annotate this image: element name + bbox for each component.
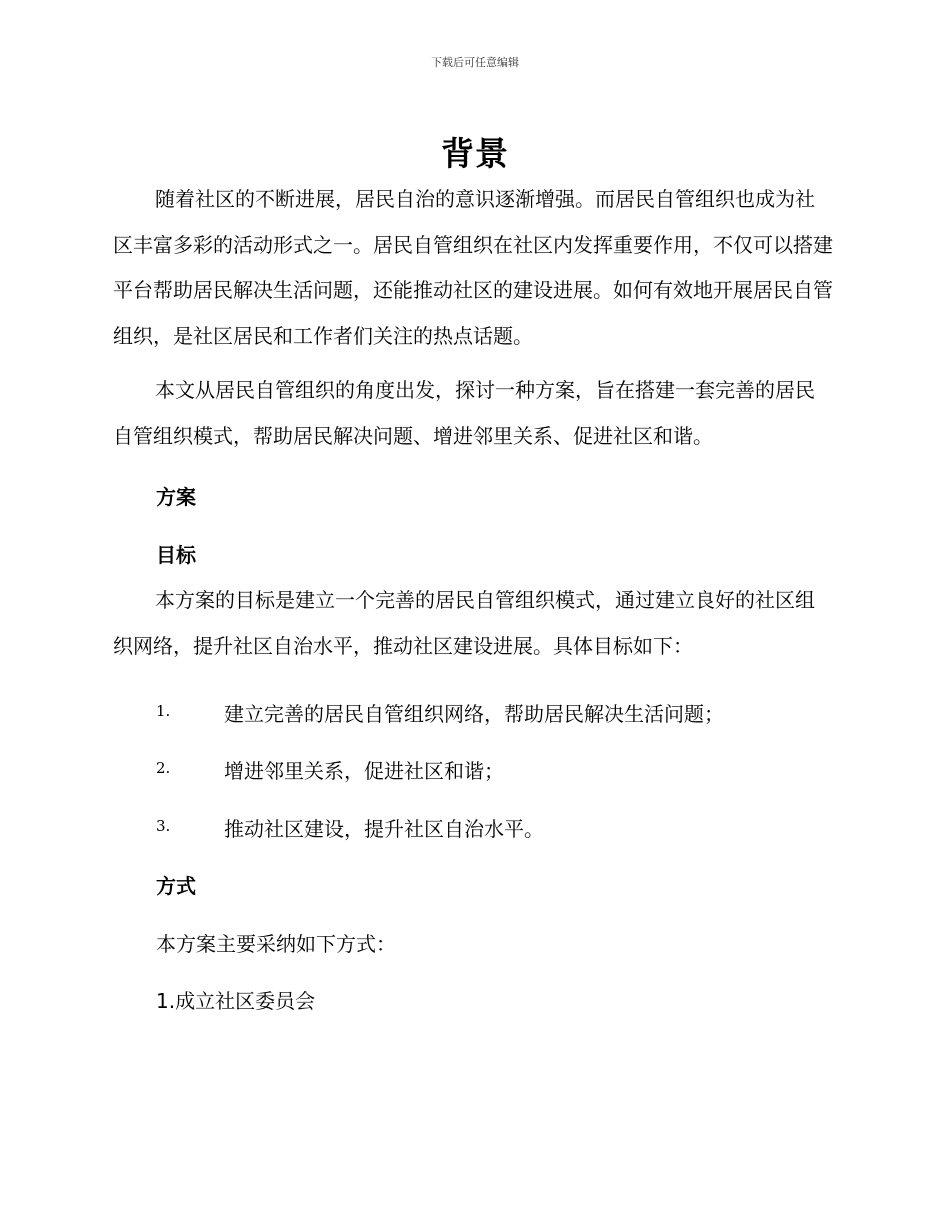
method-item-1: 1.成立社区委员会 xyxy=(156,989,316,1013)
background-paragraph-2: 本文从居民自管组织的角度出发，探讨一种方案，旨在搭建一套完善的居民自管组织模式，帮助居民解决问题、增进邻里关系、促进社区和谐。 xyxy=(113,378,815,448)
background-paragraph-1: 随着社区的不断进展，居民自治的意识逐渐增强。而居民自管组织也成为社区丰富多彩的活动形式之一。居民自管组织在社区内发挥重要作用，不仅可以搭建平台帮助居民解决生活问题，还能推动社区的建设进展。如何有效地开展居民自管组织，是社区居民和工作者们关注的热点话题。 xyxy=(113,187,833,348)
list-text: 建立完善的居民自管组织网络，帮助居民解决生活问题； xyxy=(224,702,724,726)
section-heading-plan: 方案 xyxy=(156,485,196,509)
list-number: 2. xyxy=(156,759,171,777)
list-number: 1. xyxy=(156,702,171,720)
list-text: 推动社区建设，提升社区自治水平。 xyxy=(224,817,544,841)
section-heading-method: 方式 xyxy=(156,874,196,898)
header-note: 下载后可任意编辑 xyxy=(431,56,519,69)
goal-paragraph: 本方案的目标是建立一个完善的居民自管组织模式，通过建立良好的社区组织网络，提升社区自治水平，推动社区建设进展。具体目标如下： xyxy=(113,588,815,658)
goal-list-item xyxy=(156,813,836,843)
goal-list-item xyxy=(156,698,836,728)
section-heading-goal: 目标 xyxy=(156,543,196,567)
goal-list-item xyxy=(156,755,836,785)
list-number: 3. xyxy=(156,817,171,835)
page-title: 背景 xyxy=(441,134,509,173)
method-intro: 本方案主要采纳如下方式： xyxy=(156,932,396,956)
list-text: 增进邻里关系，促进社区和谐； xyxy=(224,759,504,783)
